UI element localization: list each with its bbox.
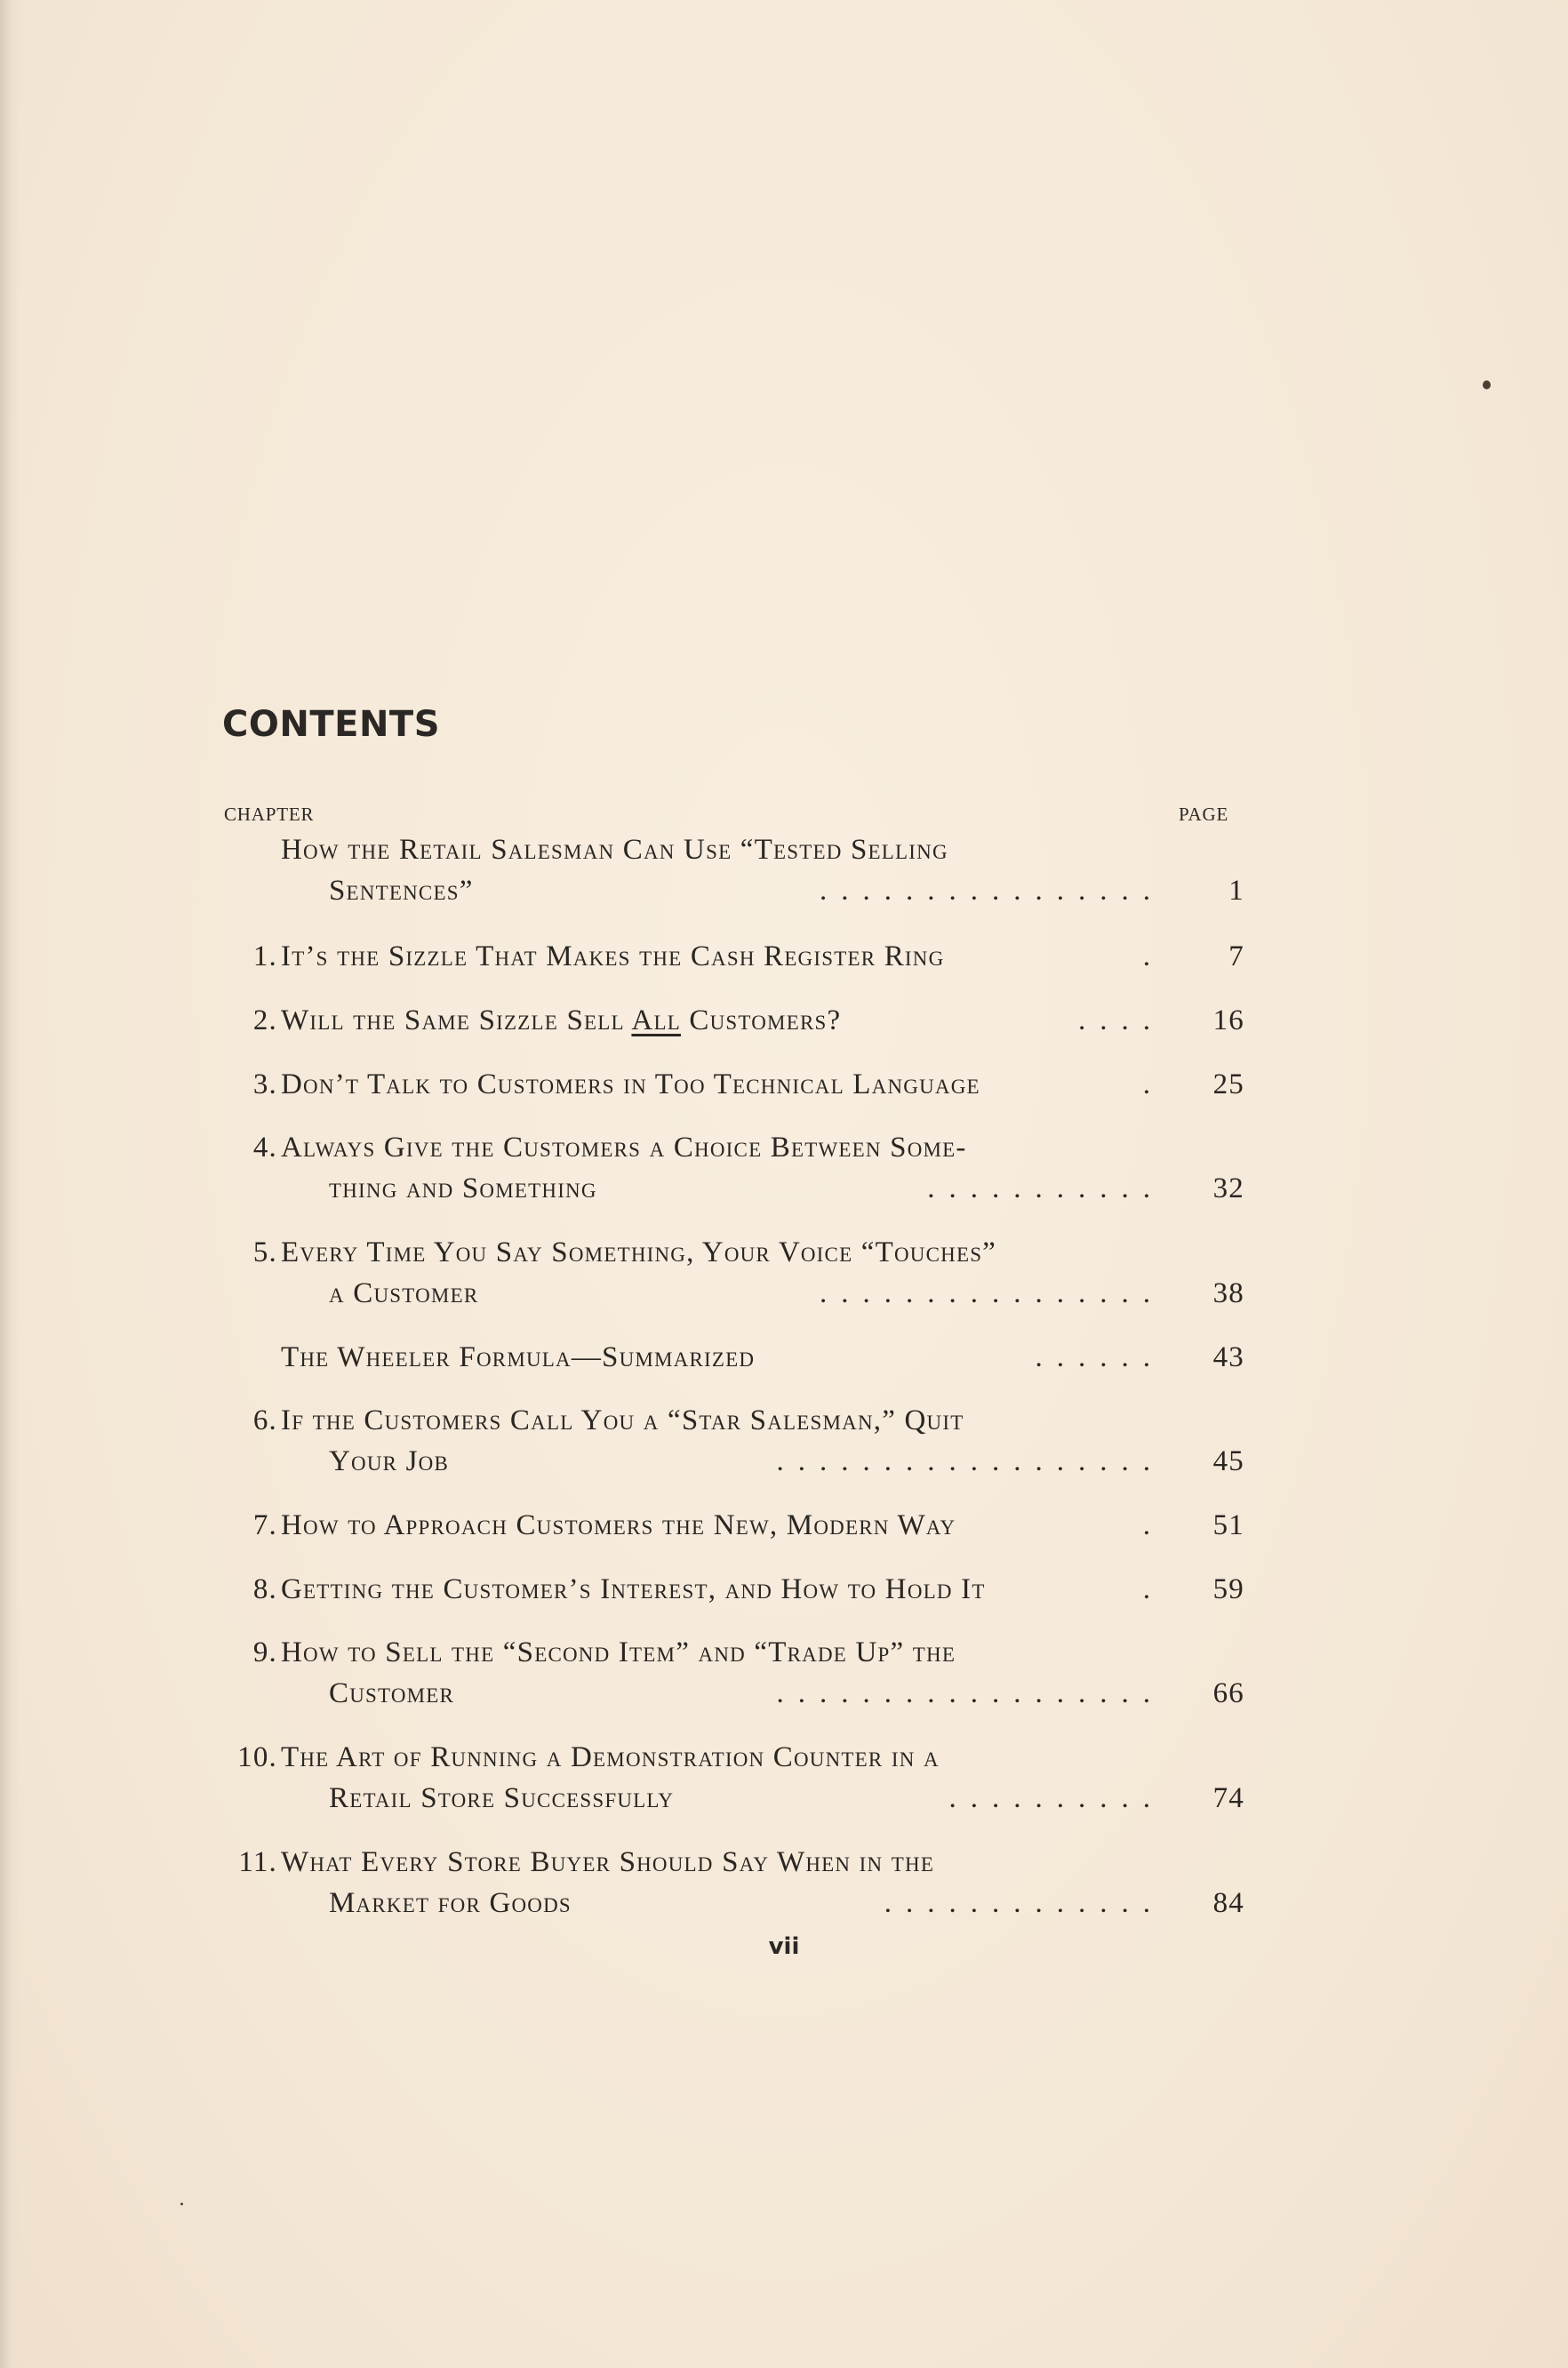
chapter-title-text: Will the Same Sizzle Sell All Customers?	[281, 1004, 842, 1036]
chapter-title-text: What Every Store Buyer Should Say When in the	[281, 1846, 935, 1878]
toc-entry-line	[222, 1172, 1244, 1213]
toc-entry-line	[222, 1677, 1244, 1718]
chapter-title-text: Don’t Talk to Customers in Too Technical Language	[281, 1068, 980, 1100]
chapter-title-text: Market for Goods	[329, 1887, 572, 1919]
toc-entry-line	[222, 1741, 1244, 1782]
chapter-title-text: Getting the Customer’s Interest, and How to Hold It	[281, 1573, 986, 1605]
chapter-column-label: CHAPTER	[224, 804, 315, 825]
leader-dots: ......	[1035, 1341, 1164, 1373]
toc-entry-line	[222, 1445, 1244, 1486]
chapter-title-text: It’s the Sizzle That Makes the Cash Register Ring	[281, 940, 945, 972]
toc-entry-line	[222, 1887, 1244, 1928]
paper-speck	[180, 2203, 183, 2205]
toc-entry-line	[222, 1846, 1244, 1887]
toc-entry-line	[222, 1573, 1244, 1614]
chapter-number: 3.	[252, 1068, 277, 1100]
toc-entry-line	[222, 1277, 1244, 1318]
chapter-title-text: The Wheeler Formula—Summarized	[281, 1341, 756, 1373]
chapter-title-text: The Art of Running a Demonstration Counter in a	[281, 1741, 940, 1773]
page-number: 38	[1212, 1277, 1244, 1309]
leader-dots: .	[1142, 1509, 1164, 1541]
chapter-title-text: How the Retail Salesman Can Use “Tested Selling	[281, 834, 948, 866]
page-number: 51	[1212, 1509, 1244, 1541]
page-number: 25	[1212, 1068, 1244, 1100]
toc-entry-line	[222, 1782, 1244, 1823]
leader-dots: ...........	[927, 1172, 1164, 1204]
paper-speck	[1483, 380, 1491, 389]
chapter-title-text: Your Job	[329, 1445, 450, 1477]
page-number-folio: vii	[768, 1933, 800, 1960]
leader-dots: ................	[820, 875, 1164, 907]
toc-entry-line	[222, 875, 1244, 916]
toc-entry-line	[222, 1132, 1244, 1172]
chapter-title-text: a Customer	[329, 1277, 479, 1309]
leader-dots: ..................	[776, 1677, 1164, 1709]
chapter-number: 7.	[252, 1509, 277, 1541]
page-number: 74	[1212, 1782, 1244, 1814]
leader-dots: ....	[1078, 1004, 1164, 1036]
leader-dots: ..........	[948, 1782, 1164, 1814]
page-number: 45	[1212, 1445, 1244, 1477]
page-number: 84	[1212, 1887, 1244, 1919]
page-number: 16	[1212, 1004, 1244, 1036]
chapter-number: 4.	[252, 1132, 277, 1164]
contents-heading: CONTENTS	[222, 704, 441, 745]
leader-dots: .	[1142, 1068, 1164, 1100]
toc-entry-line	[222, 1004, 1244, 1045]
chapter-number: 8.	[252, 1573, 277, 1605]
toc-entry-line	[222, 1636, 1244, 1677]
chapter-title-text: thing and Something	[329, 1172, 597, 1204]
page-number: 1	[1228, 875, 1244, 907]
chapter-title-text: Every Time You Say Something, Your Voice “Touches”	[281, 1236, 997, 1268]
toc-entry-line	[222, 1341, 1244, 1382]
page-number: 43	[1212, 1341, 1244, 1373]
chapter-title-text: How to Approach Customers the New, Modern Way	[281, 1509, 956, 1541]
chapter-number: 2.	[252, 1004, 277, 1036]
leader-dots: .............	[884, 1887, 1164, 1919]
toc-entry-line	[222, 1404, 1244, 1445]
toc-entry-line	[222, 1236, 1244, 1277]
chapter-number: 6.	[252, 1404, 277, 1436]
chapter-title-text: If the Customers Call You a “Star Salesman,” Quit	[281, 1404, 964, 1436]
page-number: 59	[1212, 1573, 1244, 1605]
page-number: 66	[1212, 1677, 1244, 1709]
chapter-number: 9.	[252, 1636, 277, 1668]
chapter-number: 10.	[237, 1741, 277, 1773]
page-column-label: PAGE	[1179, 804, 1229, 825]
toc-entry-line	[222, 940, 1244, 981]
chapter-number: 1.	[252, 940, 277, 972]
page-number: 7	[1228, 940, 1244, 972]
chapter-title-text: How to Sell the “Second Item” and “Trade Up” the	[281, 1636, 956, 1668]
page-edge-shadow	[0, 0, 20, 2368]
chapter-title-text: Always Give the Customers a Choice Between Some-	[281, 1132, 967, 1164]
toc-entry-line	[222, 1068, 1244, 1109]
chapter-title-text: Customer	[329, 1677, 455, 1709]
leader-dots: ................	[820, 1277, 1164, 1309]
toc-entry-line	[222, 834, 1244, 875]
chapter-title-text: Sentences”	[329, 875, 474, 907]
leader-dots: .	[1142, 940, 1164, 972]
chapter-number: 5.	[252, 1236, 277, 1268]
leader-dots: .	[1142, 1573, 1164, 1605]
leader-dots: ..................	[776, 1445, 1164, 1477]
chapter-title-text: Retail Store Successfully	[329, 1782, 675, 1814]
chapter-number: 11.	[238, 1846, 277, 1878]
toc-entry-line	[222, 1509, 1244, 1550]
page-number: 32	[1212, 1172, 1244, 1204]
